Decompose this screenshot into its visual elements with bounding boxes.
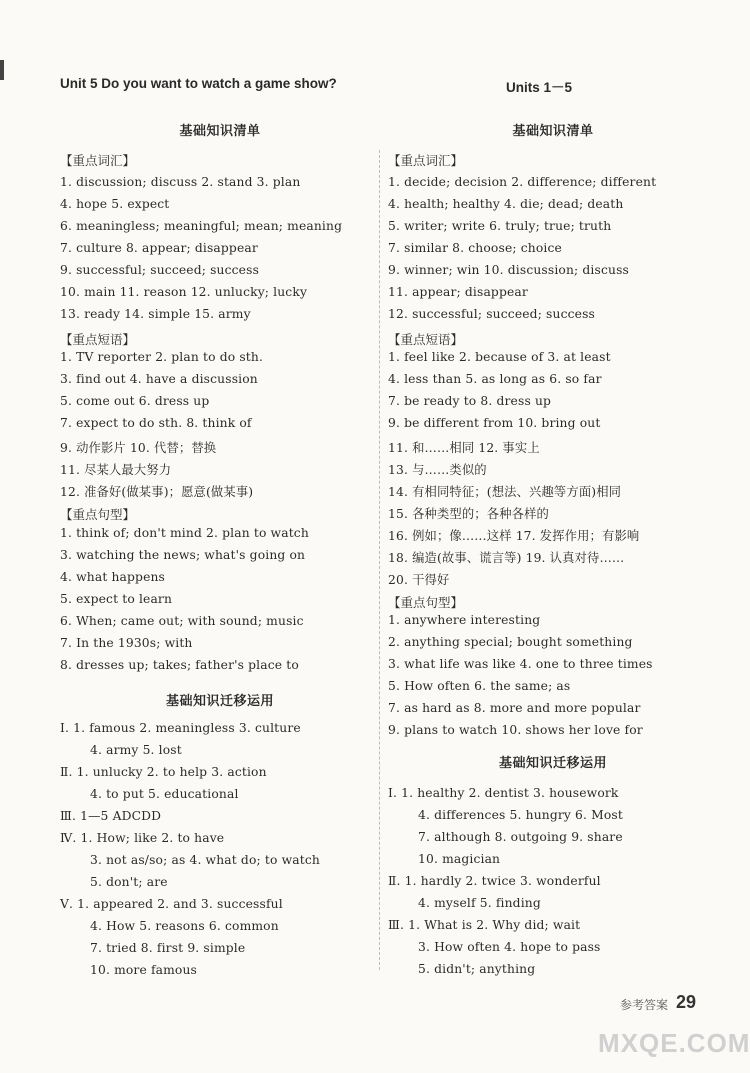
vocab-line: 9. successful; succeed; success: [60, 263, 260, 277]
exercise-line: 3. How often 4. hope to pass: [418, 940, 601, 954]
vocab-line: 7. culture 8. appear; disappear: [60, 241, 258, 255]
sentence-line: 7. as hard as 8. more and more popular: [388, 701, 641, 715]
exercise-line: 5. don't; are: [90, 875, 168, 889]
sentence-line: 3. what life was like 4. one to three times: [388, 657, 653, 671]
left-vocab-header: 【重点词汇】: [60, 153, 136, 168]
right-vocab-header: 【重点词汇】: [388, 153, 464, 168]
vocab-line: 12. successful; succeed; success: [388, 307, 596, 321]
vocab-line: 7. similar 8. choose; choice: [388, 241, 562, 255]
exercise-line: 7. although 8. outgoing 9. share: [418, 830, 623, 844]
scan-edge-mark: [0, 60, 4, 80]
sentence-line: 1. anywhere interesting: [388, 613, 541, 627]
exercise-line: Ⅰ. 1. famous 2. meaningless 3. culture: [60, 721, 301, 735]
vocab-line: 1. discussion; discuss 2. stand 3. plan: [60, 175, 301, 189]
phrase-line: 1. feel like 2. because of 3. at least: [388, 350, 611, 364]
right-phrases-header: 【重点短语】: [388, 332, 464, 347]
sentence-line: 5. How often 6. the same; as: [388, 679, 571, 693]
sentence-line: 2. anything special; bought something: [388, 635, 633, 649]
exercise-line: Ⅱ. 1. hardly 2. twice 3. wonderful: [388, 874, 601, 888]
exercise-line: Ⅱ. 1. unlucky 2. to help 3. action: [60, 765, 267, 779]
vocab-line: 10. main 11. reason 12. unlucky; lucky: [60, 285, 308, 299]
phrase-line: 9. be different from 10. bring out: [388, 416, 601, 430]
vocab-line: 5. writer; write 6. truly; true; truth: [388, 219, 612, 233]
exercise-line: Ⅲ. 1. What is 2. Why did; wait: [388, 918, 581, 932]
unit-5-title: Unit 5 Do you want to watch a game show?: [60, 76, 337, 91]
phrase-line: 11. 尽某人最大努力: [60, 463, 172, 477]
left-basic-list-title: 基础知识清单: [179, 124, 261, 139]
exercise-line: Ⅰ. 1. healthy 2. dentist 3. housework: [388, 786, 619, 800]
phrase-line: 13. 与……类似的: [388, 463, 487, 477]
left-transfer-title: 基础知识迁移运用: [165, 694, 274, 709]
vocab-line: 4. health; healthy 4. die; dead; death: [388, 197, 624, 211]
right-basic-list-title: 基础知识清单: [512, 124, 594, 139]
exercise-line: 7. tried 8. first 9. simple: [90, 941, 246, 955]
exercise-line: 10. more famous: [90, 963, 198, 977]
phrase-line: 20. 干得好: [388, 573, 450, 587]
phrase-line: 18. 编造(故事、谎言等) 19. 认真对待……: [388, 551, 625, 565]
vocab-line: 13. ready 14. simple 15. army: [60, 307, 251, 321]
exercise-line: Ⅲ. 1—5 ADCDD: [60, 809, 162, 823]
exercise-line: Ⅴ. 1. appeared 2. and 3. successful: [60, 897, 283, 911]
units-1-5-title: Units 1－5: [506, 80, 573, 95]
phrase-line: 12. 准备好(做某事)；愿意(做某事): [60, 485, 254, 499]
page-number: 29: [676, 992, 697, 1012]
exercise-line: 4. to put 5. educational: [90, 787, 239, 801]
phrase-line: 14. 有相同特征；(想法、兴趣等方面)相同: [388, 485, 622, 499]
phrase-line: 16. 例如；像……这样 17. 发挥作用；有影响: [388, 529, 640, 543]
exercise-line: 3. not as/so; as 4. what do; to watch: [90, 853, 320, 867]
left-sentences-header: 【重点句型】: [60, 507, 136, 522]
exercise-line: 5. didn't; anything: [418, 962, 536, 976]
sentence-line: 9. plans to watch 10. shows her love for: [388, 723, 643, 737]
sentence-line: 7. In the 1930s; with: [60, 636, 193, 650]
exercise-line: 4. differences 5. hungry 6. Most: [418, 808, 623, 822]
vocab-line: 6. meaningless; meaningful; mean; meaning: [60, 219, 343, 233]
left-phrases-header: 【重点短语】: [60, 332, 136, 347]
phrase-line: 9. 动作影片 10. 代替；替换: [60, 441, 217, 455]
right-column: [388, 0, 718, 1000]
exercise-line: 10. magician: [418, 852, 501, 866]
sentence-line: 1. think of; don't mind 2. plan to watch: [60, 526, 309, 540]
sentence-line: 6. When; came out; with sound; music: [60, 614, 304, 628]
phrase-line: 15. 各种类型的；各种各样的: [388, 507, 549, 521]
phrase-line: 7. expect to do sth. 8. think of: [60, 416, 252, 430]
site-watermark: MXQE.COM: [598, 1028, 750, 1058]
vocab-line: 9. winner; win 10. discussion; discuss: [388, 263, 629, 277]
vocab-line: 4. hope 5. expect: [60, 197, 170, 211]
left-column: [60, 0, 380, 1000]
exercise-line: 4. army 5. lost: [90, 743, 182, 757]
vocab-line: 1. decide; decision 2. difference; different: [388, 175, 657, 189]
phrase-line: 7. be ready to 8. dress up: [388, 394, 552, 408]
phrase-line: 3. find out 4. have a discussion: [60, 372, 258, 386]
answer-key-label: 参考答案: [620, 998, 669, 1012]
phrase-line: 1. TV reporter 2. plan to do sth.: [60, 350, 264, 364]
sentence-line: 8. dresses up; takes; father's place to: [60, 658, 299, 672]
sentence-line: 4. what happens: [60, 570, 166, 584]
right-transfer-title: 基础知识迁移运用: [498, 756, 607, 771]
exercise-line: Ⅳ. 1. How; like 2. to have: [60, 831, 225, 845]
sentence-line: 5. expect to learn: [60, 592, 173, 606]
exercise-line: 4. myself 5. finding: [418, 896, 541, 910]
sentence-line: 3. watching the news; what's going on: [60, 548, 306, 562]
phrase-line: 4. less than 5. as long as 6. so far: [388, 372, 602, 386]
phrase-line: 5. come out 6. dress up: [60, 394, 210, 408]
right-sentences-header: 【重点句型】: [388, 595, 464, 610]
phrase-line: 11. 和……相同 12. 事实上: [388, 441, 540, 455]
exercise-line: 4. How 5. reasons 6. common: [90, 919, 279, 933]
vocab-line: 11. appear; disappear: [388, 285, 528, 299]
